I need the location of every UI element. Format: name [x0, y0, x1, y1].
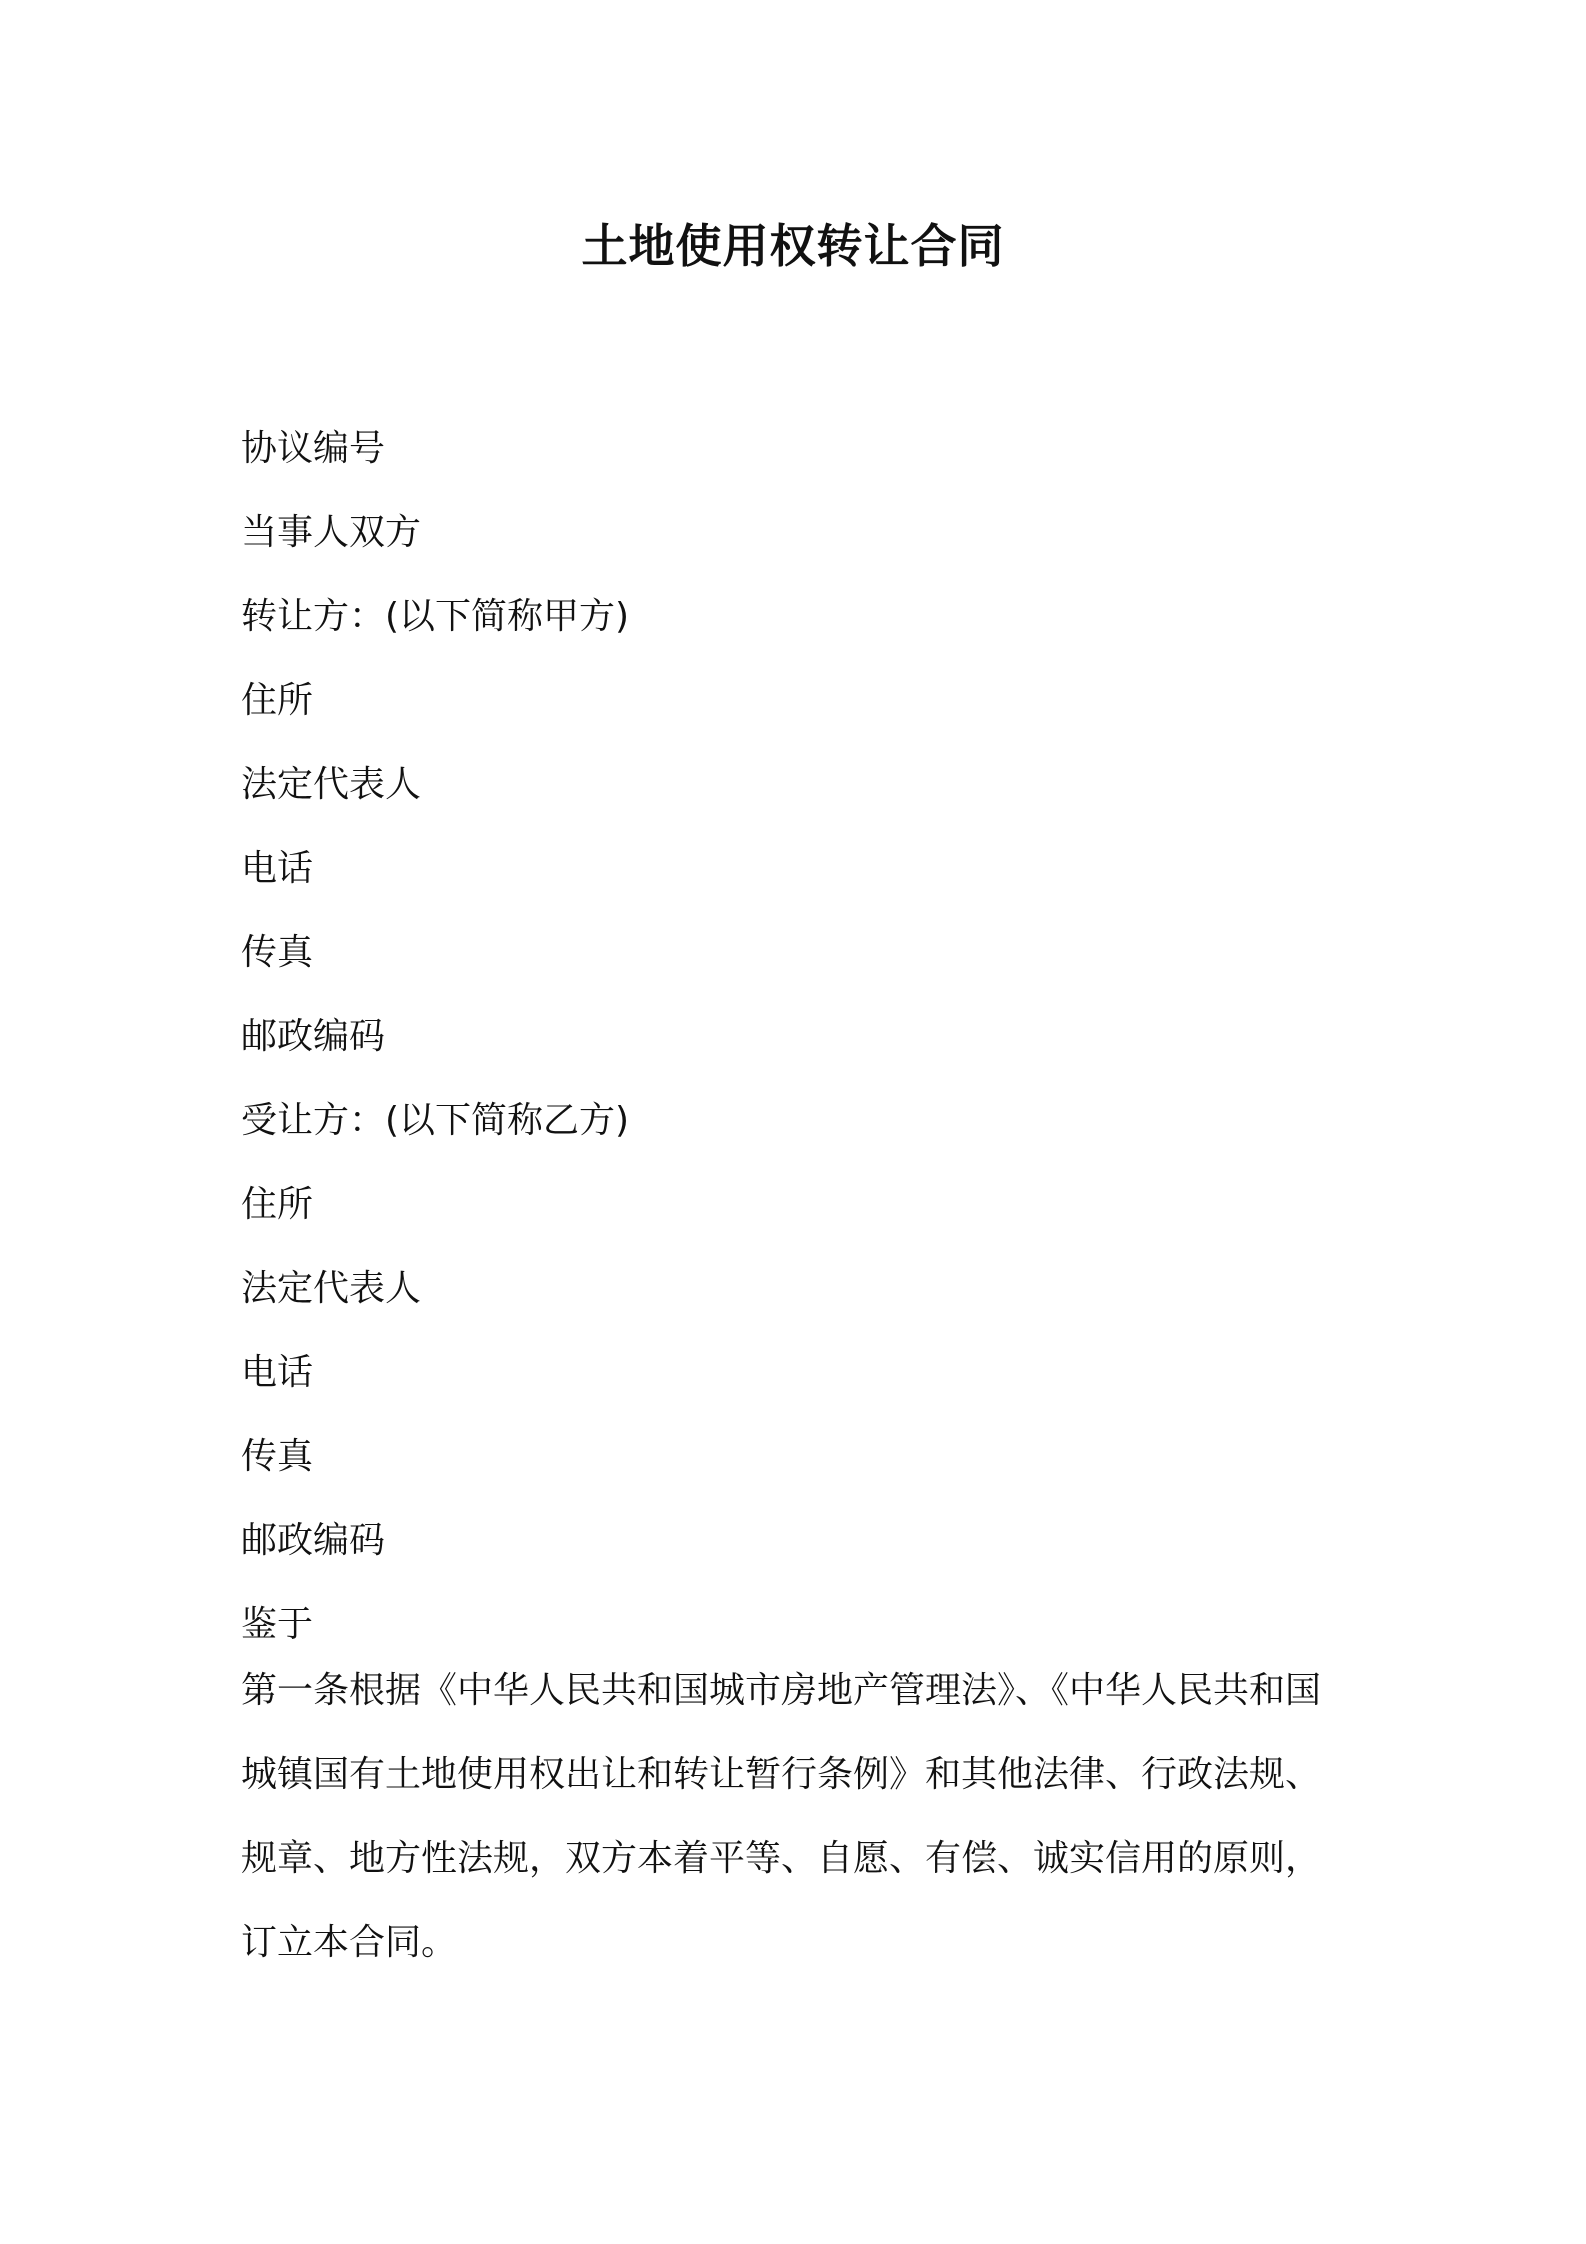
field-transferee-legal-rep: 法定代表人: [241, 1268, 422, 1309]
field-agreement-number: 协议编号: [241, 428, 386, 469]
field-transferor-legal-rep: 法定代表人: [241, 764, 422, 805]
article-1-line: 第一条根据《中华人民共和国城市房地产管理法》、《中华人民共和国: [241, 1670, 1322, 1711]
article-1-paragraph: [241, 1649, 1351, 1985]
field-transferee-phone: 电话: [241, 1352, 314, 1393]
field-transferor: 转让方：(以下简称甲方): [241, 596, 630, 637]
field-parties: 当事人双方: [241, 512, 422, 553]
article-1-line: 城镇国有土地使用权出让和转让暂行条例》和其他法律、行政法规、: [241, 1754, 1322, 1795]
field-transferee-postcode: 邮政编码: [241, 1520, 386, 1561]
field-transferor-address: 住所: [241, 680, 314, 721]
field-whereas: 鉴于: [241, 1604, 314, 1645]
field-transferor-phone: 电话: [241, 848, 314, 889]
document-title: 土地使用权转让合同: [581, 219, 1005, 273]
party-field-list: [241, 407, 1351, 1667]
field-transferee-address: 住所: [241, 1184, 314, 1225]
field-transferee: 受让方：(以下简称乙方): [241, 1100, 630, 1141]
field-transferor-fax: 传真: [241, 932, 314, 973]
field-transferor-postcode: 邮政编码: [241, 1016, 386, 1057]
article-1-line: 规章、地方性法规，双方本着平等、自愿、有偿、诚实信用的原则，: [241, 1838, 1322, 1879]
article-1-line: 订立本合同。: [241, 1922, 458, 1963]
field-transferee-fax: 传真: [241, 1436, 314, 1477]
